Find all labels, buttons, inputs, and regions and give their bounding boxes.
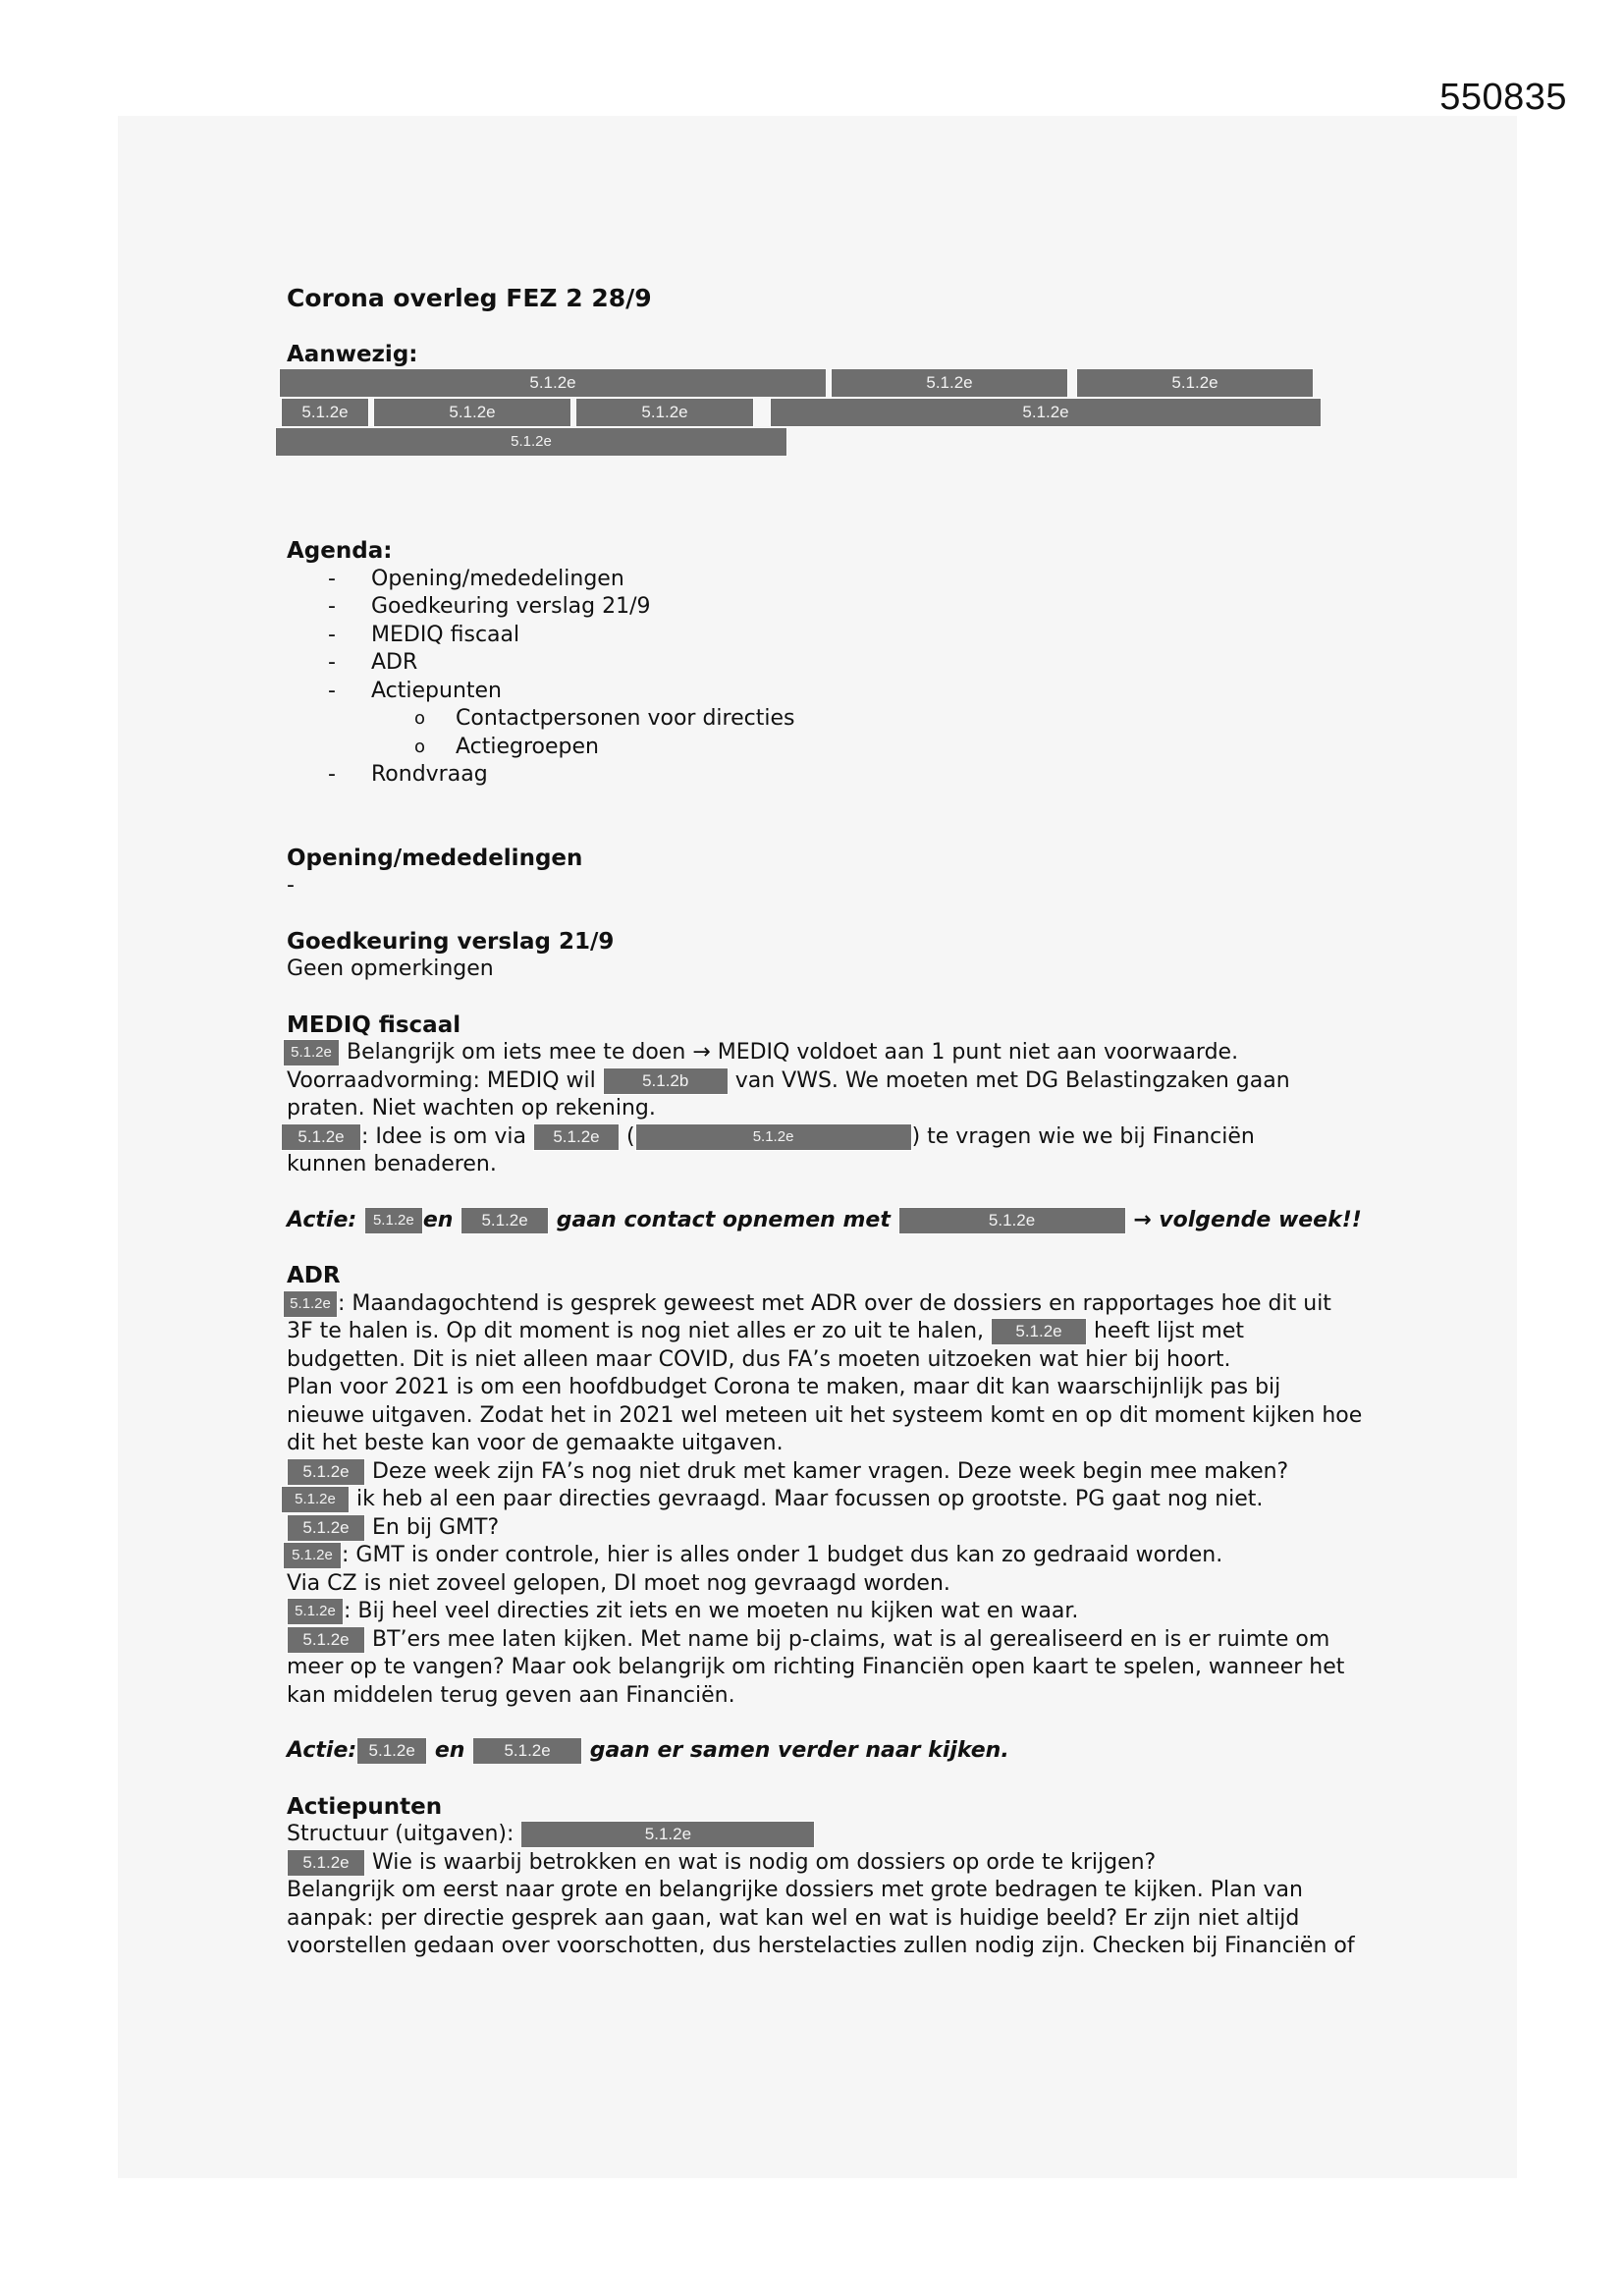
- text-run: nieuwe uitgaven. Zodat het in 2021 wel meteen uit het systeem komt en op dit moment kijken hoe: [287, 1402, 1363, 1428]
- agenda-item: - ADR: [328, 649, 1367, 678]
- opening-heading: Opening/mededelingen: [287, 845, 583, 871]
- text-run: en: [427, 1738, 473, 1763]
- agenda-item: - MEDIQ fiscaal: [328, 622, 1367, 650]
- document-number: 550835: [1439, 77, 1567, 118]
- text-run: kunnen benaderen.: [287, 1152, 497, 1176]
- redaction: 5.1.2e: [635, 1123, 912, 1151]
- actiepunten-paragraph: [287, 1821, 1367, 1961]
- page-title: Corona overleg FEZ 2 28/9: [287, 284, 652, 312]
- redaction: 5.1.2e: [460, 1207, 549, 1234]
- text-run: voorstellen gedaan over voorschotten, dus herstelacties zullen nodig zijn. Checken bij Financiën of: [287, 1934, 1355, 1958]
- redaction: 5.1.2e: [991, 1318, 1087, 1345]
- agenda-item-label: Actiepunten: [371, 678, 502, 703]
- agenda-subitem: o Contactpersonen voor directies: [414, 705, 1367, 734]
- redaction: 5.1.2e: [575, 398, 754, 427]
- agenda-heading: Agenda:: [287, 538, 393, 564]
- redaction: 5.1.2e: [831, 368, 1068, 398]
- text-run: en: [422, 1207, 461, 1232]
- agenda-item: [328, 678, 1367, 762]
- text-run: Deze week zijn FA’s nog niet druk met kamer vragen. Deze week begin mee maken?: [365, 1458, 1289, 1484]
- attendee-list: [279, 368, 1367, 474]
- mediq-action: [287, 1207, 1367, 1235]
- text-run: gaan contact opnemen met: [549, 1207, 898, 1232]
- text-run: dit het beste kan voor de gemaakte uitgaven.: [287, 1431, 784, 1455]
- text-run: Actie:: [287, 1207, 364, 1232]
- mediq-paragraph: [287, 1039, 1367, 1179]
- adr-heading: ADR: [287, 1263, 341, 1288]
- redaction: 5.1.2e: [373, 398, 571, 427]
- text-run: praten. Niet wachten op rekening.: [287, 1096, 656, 1121]
- text-run: ik heb al een paar directies gevraagd. Maar focussen op grootste. PG gaat nog niet.: [350, 1487, 1264, 1511]
- redaction: 5.1.2e: [281, 1123, 361, 1151]
- text-run: kan middelen terug geven aan Financiën.: [287, 1682, 735, 1708]
- redaction: 5.1.2e: [770, 398, 1322, 427]
- text-run: (: [619, 1123, 635, 1149]
- agenda-item: - Opening/mededelingen: [328, 566, 1367, 594]
- redaction: 5.1.2e: [364, 1207, 423, 1234]
- text-run: gaan er samen verder naar kijken.: [582, 1738, 1009, 1763]
- redaction: 5.1.2e: [287, 1598, 344, 1625]
- text-run: Structuur (uitgaven):: [287, 1822, 521, 1846]
- redaction: 5.1.2e: [283, 1039, 340, 1066]
- redaction: 5.1.2b: [603, 1067, 729, 1095]
- text-run: heeft lijst met: [1087, 1319, 1244, 1343]
- redaction: 5.1.2e: [520, 1821, 815, 1848]
- agenda-list: [287, 566, 1367, 790]
- text-run: : Maandagochtend is gesprek geweest met ADR over de dossiers en rapportages hoe dit uit: [338, 1290, 1331, 1316]
- document-body: [287, 285, 1367, 1961]
- agenda-subitem: o Actiegroepen: [414, 734, 1367, 762]
- text-run: Voorraadvorming: MEDIQ wil: [287, 1067, 603, 1093]
- text-run: budgetten. Dit is niet alleen maar COVID, dus FA’s moeten uitzoeken wat hier bij hoort.: [287, 1346, 1231, 1372]
- redaction: 5.1.2e: [283, 1290, 338, 1318]
- redaction: 5.1.2e: [533, 1123, 620, 1151]
- opening-text: -: [287, 873, 295, 898]
- text-run: Belangrijk om iets mee te doen → MEDIQ voldoet aan 1 punt niet aan voorwaarde.: [340, 1040, 1239, 1065]
- text-run: van VWS. We moeten met DG Belastingzaken gaan: [728, 1067, 1290, 1093]
- text-run: Via CZ is niet zoveel gelopen, DI moet nog gevraagd worden.: [287, 1570, 950, 1596]
- text-run: meer op te vangen? Maar ook belangrijk om richting Financiën open kaart te spelen, wanneer het: [287, 1655, 1345, 1679]
- agenda-item: - Goedkeuring verslag 21/9: [328, 593, 1367, 622]
- text-run: : Idee is om via: [361, 1123, 533, 1149]
- redaction: 5.1.2e: [287, 1626, 365, 1654]
- text-run: BT’ers mee laten kijken. Met name bij p-claims, wat is al gerealiseerd en is er ruimte om: [365, 1626, 1330, 1652]
- redaction: 5.1.2e: [472, 1737, 582, 1765]
- redaction: 5.1.2e: [1076, 368, 1314, 398]
- text-run: Belangrijk om eerst naar grote en belangrijke dossiers met grote bedragen te kijken. Plan van: [287, 1878, 1303, 1902]
- text-run: : GMT is onder controle, hier is alles onder 1 budget dus kan zo gedraaid worden.: [342, 1543, 1223, 1567]
- adr-paragraph: [287, 1290, 1367, 1711]
- text-run: 3F te halen is. Op dit moment is nog niet alles er zo uit te halen,: [287, 1319, 991, 1343]
- aanwezig-heading: Aanwezig:: [287, 341, 418, 367]
- redaction: 5.1.2e: [287, 1514, 365, 1542]
- redaction: 5.1.2e: [898, 1207, 1126, 1234]
- redaction: 5.1.2e: [281, 1486, 350, 1513]
- redaction: 5.1.2e: [287, 1458, 365, 1486]
- text-run: Wie is waarbij betrokken en wat is nodig om dossiers op orde te krijgen?: [365, 1849, 1157, 1875]
- agenda-sublist: [371, 705, 1367, 761]
- redaction: 5.1.2e: [279, 368, 827, 398]
- mediq-heading: MEDIQ fiscaal: [287, 1011, 461, 1038]
- text-run: Actie:: [287, 1738, 357, 1763]
- redaction: 5.1.2e: [275, 427, 787, 457]
- actiepunten-heading: Actiepunten: [287, 1793, 443, 1820]
- redaction: 5.1.2e: [356, 1737, 427, 1765]
- redaction: 5.1.2e: [287, 1849, 365, 1877]
- text-run: : Bij heel veel directies zit iets en we moeten nu kijken wat en waar.: [344, 1599, 1079, 1623]
- goedkeuring-text: Geen opmerkingen: [287, 957, 494, 981]
- text-run: → volgende week!!: [1125, 1207, 1362, 1232]
- text-run: En bij GMT?: [365, 1514, 500, 1540]
- goedkeuring-heading: Goedkeuring verslag 21/9: [287, 928, 615, 955]
- text-run: ) te vragen wie we bij Financiën: [911, 1123, 1255, 1149]
- agenda-item: - Rondvraag: [328, 761, 1367, 790]
- adr-action: [287, 1737, 1367, 1766]
- redaction: 5.1.2e: [281, 398, 369, 427]
- text-run: aanpak: per directie gesprek aan gaan, wat kan wel en wat is huidige beeld? Er zijn niet altijd: [287, 1905, 1300, 1931]
- redaction: 5.1.2e: [283, 1542, 342, 1569]
- text-run: Plan voor 2021 is om een hoofdbudget Corona te maken, maar dit kan waarschijnlijk pas bij: [287, 1375, 1281, 1399]
